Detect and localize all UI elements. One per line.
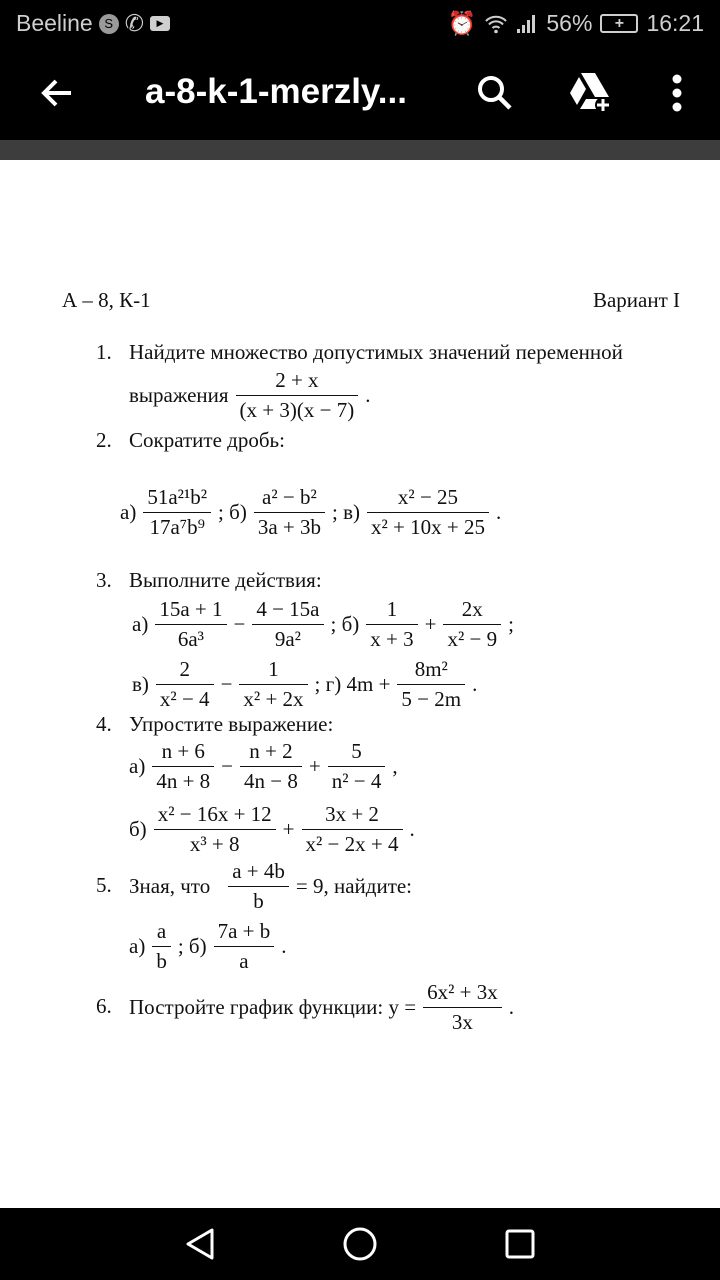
numerator: x² − 25: [367, 485, 489, 513]
denominator: x² − 9: [447, 626, 498, 651]
denominator: 4n + 8: [156, 768, 211, 793]
fraction: [240, 739, 302, 794]
text: Постройте график функции: y =: [129, 994, 417, 1019]
numerator: 1: [239, 657, 307, 685]
denominator: 5 − 2m: [401, 686, 462, 711]
denominator: 4n − 8: [244, 768, 298, 793]
more-options-button[interactable]: [652, 68, 702, 118]
problem-3-text: Выполните действия:: [129, 568, 322, 592]
numerator: a² − b²: [254, 485, 325, 513]
numerator: a + 4b: [228, 859, 289, 887]
problem-2-text: Сократите дробь:: [129, 428, 285, 452]
text: Зная, что: [129, 873, 211, 898]
fraction: [236, 368, 359, 423]
numerator: 2: [156, 657, 214, 685]
fraction: [156, 657, 214, 712]
fraction: [239, 657, 307, 712]
label: а): [129, 753, 146, 778]
fraction: [152, 739, 214, 794]
alarm-icon: ⏰: [447, 10, 477, 36]
battery-charging-icon: +: [600, 14, 638, 33]
fraction: [155, 597, 226, 652]
nav-back-button[interactable]: [180, 1224, 220, 1264]
operator: −: [233, 611, 246, 636]
numerator: 2x: [443, 597, 501, 625]
label: ; в): [331, 499, 360, 524]
denominator: x³ + 8: [189, 831, 240, 856]
denominator: 17a⁷b⁹: [149, 514, 205, 539]
denominator: x² + 2x: [243, 686, 304, 711]
problem-2-number: 2.: [96, 428, 112, 452]
label: а): [120, 499, 137, 524]
navigation-bar: [0, 1208, 720, 1280]
numerator: 5: [328, 739, 386, 767]
text: ;: [508, 611, 514, 636]
status-bar: [0, 0, 720, 48]
fraction: [443, 597, 501, 652]
add-to-drive-button[interactable]: [565, 68, 615, 118]
problem-1-expression: [129, 363, 370, 427]
denominator: x + 3: [370, 626, 414, 651]
text: .: [495, 499, 502, 524]
page-gap: [0, 140, 720, 160]
fraction: [366, 597, 417, 652]
label: ; б): [177, 933, 207, 958]
denominator: (x + 3)(x − 7): [239, 397, 355, 422]
fraction: [228, 859, 289, 914]
fraction: [367, 485, 489, 540]
problem-1-number: 1.: [96, 340, 112, 364]
numerator: 51a²¹b²: [143, 485, 211, 513]
fraction: [143, 485, 211, 540]
problem-5-tasks: [129, 914, 287, 978]
search-icon: [475, 73, 515, 113]
denominator: b: [253, 888, 264, 913]
denominator: 3a + 3b: [257, 514, 321, 539]
fraction: [328, 739, 386, 794]
label: в): [132, 671, 149, 696]
numerator: x² − 16x + 12: [154, 802, 276, 830]
fraction: [152, 919, 171, 974]
document-title: a-8-k-1-merzly...: [145, 72, 407, 111]
problem-3-row-2: [132, 652, 477, 716]
text: .: [472, 671, 478, 696]
denominator: n² − 4: [331, 768, 382, 793]
operator: −: [220, 671, 233, 696]
carrier-label: Beeline: [16, 10, 93, 36]
label: б): [129, 816, 147, 841]
circle-home-icon: [342, 1226, 378, 1262]
text: ,: [392, 753, 398, 778]
triangle-back-icon: [184, 1227, 216, 1261]
label: а): [129, 933, 146, 958]
fraction: [423, 980, 502, 1035]
operator: +: [308, 753, 321, 778]
clock: 16:21: [646, 10, 704, 36]
wifi-icon: [484, 14, 508, 34]
problem-6-number: 6.: [96, 994, 112, 1018]
label: ; б): [330, 611, 360, 636]
numerator: 3x + 2: [302, 802, 403, 830]
fraction: [252, 597, 323, 652]
back-arrow-icon: [39, 75, 75, 111]
numerator: 2 + x: [236, 368, 359, 396]
square-recents-icon: [504, 1228, 536, 1260]
text: .: [409, 816, 415, 841]
problem-4-row-2: [129, 797, 415, 861]
label: ; г) 4m +: [314, 671, 391, 696]
fraction: [214, 919, 275, 974]
numerator: 7a + b: [214, 919, 275, 947]
denominator: 6a³: [177, 626, 204, 651]
operator: +: [424, 611, 437, 636]
whatsapp-icon: ✆: [124, 10, 145, 36]
problem-3-number: 3.: [96, 568, 112, 592]
numerator: n + 2: [240, 739, 302, 767]
numerator: 1: [366, 597, 417, 625]
denominator: a: [239, 948, 249, 973]
battery-percent: 56%: [546, 10, 593, 36]
numerator: 4 − 15a: [252, 597, 323, 625]
app-toolbar: [0, 48, 720, 140]
numerator: 15a + 1: [155, 597, 226, 625]
problem-6-expression: [129, 975, 514, 1039]
fraction: [154, 802, 276, 857]
fraction: [397, 657, 465, 712]
header-left: А – 8, К-1: [62, 288, 151, 312]
operator: −: [221, 753, 234, 778]
text: выражения: [129, 382, 229, 407]
problem-4-text: Упростите выражение:: [129, 712, 334, 736]
text: = 9, найдите:: [295, 873, 413, 898]
problem-4-number: 4.: [96, 712, 112, 736]
problem-5-number: 5.: [96, 873, 112, 897]
label: ; б): [218, 499, 247, 524]
numerator: a: [152, 919, 171, 947]
back-button[interactable]: [32, 68, 82, 118]
denominator: 3x: [451, 1009, 473, 1034]
denominator: 9a²: [274, 626, 301, 651]
more-vert-icon: [671, 73, 683, 113]
denominator: x² − 4: [159, 686, 210, 711]
denominator: b: [156, 948, 167, 973]
numerator: 8m²: [397, 657, 465, 685]
google-drive-add-icon: [567, 71, 613, 115]
text: .: [281, 933, 287, 958]
problem-1-text: Найдите множество допустимых значений переменной: [129, 340, 623, 364]
signal-icon: [516, 14, 538, 34]
denominator: x² + 10x + 25: [370, 514, 485, 539]
youtube-icon: ▶: [150, 16, 170, 31]
shazam-icon: S: [99, 14, 119, 34]
text: .: [365, 382, 371, 407]
problem-2-expressions: [120, 480, 501, 544]
problem-5-condition: [129, 854, 412, 918]
fraction: [302, 802, 403, 857]
problem-3-row-1: [132, 592, 514, 656]
search-button[interactable]: [470, 68, 520, 118]
fraction: [254, 485, 325, 540]
label: а): [132, 611, 149, 636]
nav-recents-button[interactable]: [500, 1224, 540, 1264]
numerator: 6x² + 3x: [423, 980, 502, 1008]
operator: +: [282, 816, 295, 841]
text: .: [508, 994, 514, 1019]
problem-4-row-1: [129, 734, 398, 798]
numerator: n + 6: [152, 739, 214, 767]
denominator: x² − 2x + 4: [305, 831, 399, 856]
header-right: Вариант I: [592, 288, 680, 312]
nav-home-button[interactable]: [340, 1224, 380, 1264]
